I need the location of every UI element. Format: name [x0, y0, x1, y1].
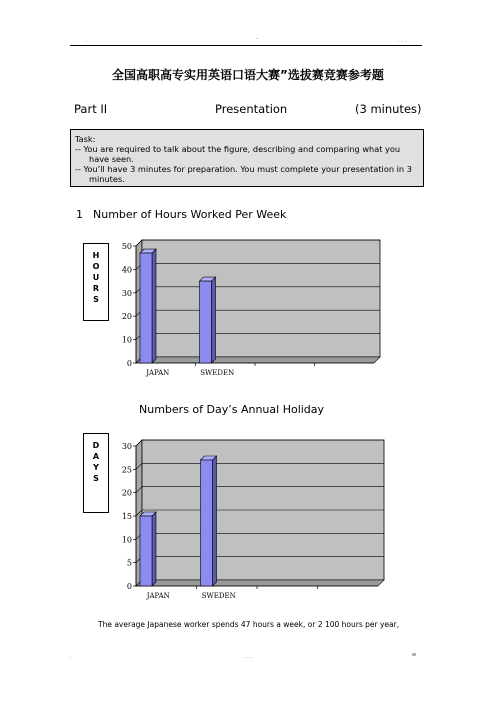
bar-side: [213, 456, 217, 586]
section2-title: Numbers of Day’s Annual Holiday: [139, 403, 325, 416]
bar-front: [140, 253, 152, 363]
header-rule: [70, 45, 422, 46]
x-tick-label: SWEDEN: [201, 592, 236, 600]
bar-side: [212, 277, 216, 363]
x-tick-label: SWEDEN: [200, 369, 235, 377]
bar: [200, 277, 216, 363]
bar-front: [200, 281, 212, 363]
days-letter: D: [92, 441, 100, 450]
x-tick-label: JAPAN: [146, 592, 170, 600]
y-tick-label: 20: [121, 312, 132, 322]
page-title: 全国高职高专实用英语口语大赛”选拔赛竞赛参考题: [112, 68, 384, 82]
plot-floor: [136, 357, 380, 363]
bar-side: [152, 512, 156, 586]
plot-area: [142, 240, 380, 357]
hours-letter: R: [92, 284, 100, 293]
y-tick-label: 30: [121, 288, 132, 298]
hours-label-box: [83, 243, 109, 321]
hours-letter: O: [92, 262, 100, 271]
hours-letter: H: [92, 251, 100, 260]
y-tick-label: 40: [121, 265, 132, 275]
hours-letter: U: [92, 273, 100, 282]
bar-front: [140, 516, 152, 586]
header-center-mark: -: [256, 36, 258, 42]
bar-side: [152, 249, 156, 363]
days-letter: Y: [93, 463, 99, 472]
y-tick-label: 0: [126, 359, 132, 368]
section1-title: Number of Hours Worked Per Week: [93, 208, 287, 221]
y-tick-label: 50: [121, 242, 132, 251]
y-tick-label: 30: [121, 442, 132, 451]
task-heading: Task:: [75, 134, 96, 144]
hours-chart: [110, 232, 390, 380]
task-line-2: -- You’ll have 3 minutes for preparation. You must complete your presentation in 3 minutes.: [75, 164, 412, 184]
part-section: Presentation: [215, 102, 288, 116]
y-tick-label: 0: [126, 582, 132, 591]
y-tick-label: 15: [121, 512, 132, 521]
footer-right-mark: w: [412, 652, 417, 658]
y-tick-label: 10: [121, 335, 132, 345]
hours-letter: S: [93, 295, 99, 304]
y-tick-label: 10: [121, 535, 132, 545]
footer-center-mark: . . .: [244, 654, 252, 660]
body-paragraph: The average Japanese worker spends 47 hours a week, or 2 100 hours per year,: [98, 620, 400, 629]
section1-number: 1: [76, 208, 83, 221]
y-tick-label: 20: [121, 488, 132, 498]
y-tick-label: 25: [121, 465, 132, 475]
footer-left-mark: .: [70, 654, 72, 660]
bar: [140, 512, 156, 586]
part-time: (3 minutes): [355, 102, 422, 116]
days-chart: [110, 436, 390, 604]
part-label: Part II: [74, 102, 108, 116]
plot-floor: [136, 580, 384, 586]
task-line-1: -- You are required to talk about the figure, describing and comparing what you have seen.: [75, 144, 401, 164]
x-tick-label: JAPAN: [146, 369, 170, 377]
days-label-box: [83, 433, 109, 513]
bar-front: [201, 460, 213, 586]
y-tick-label: 5: [126, 558, 132, 568]
header-left-mark: .: [86, 38, 88, 44]
bar: [140, 249, 156, 363]
header-right-mark: . . .: [398, 38, 406, 44]
task-box: [70, 129, 424, 187]
days-letter: A: [92, 452, 100, 461]
bar: [201, 456, 217, 586]
days-letter: S: [93, 474, 99, 483]
